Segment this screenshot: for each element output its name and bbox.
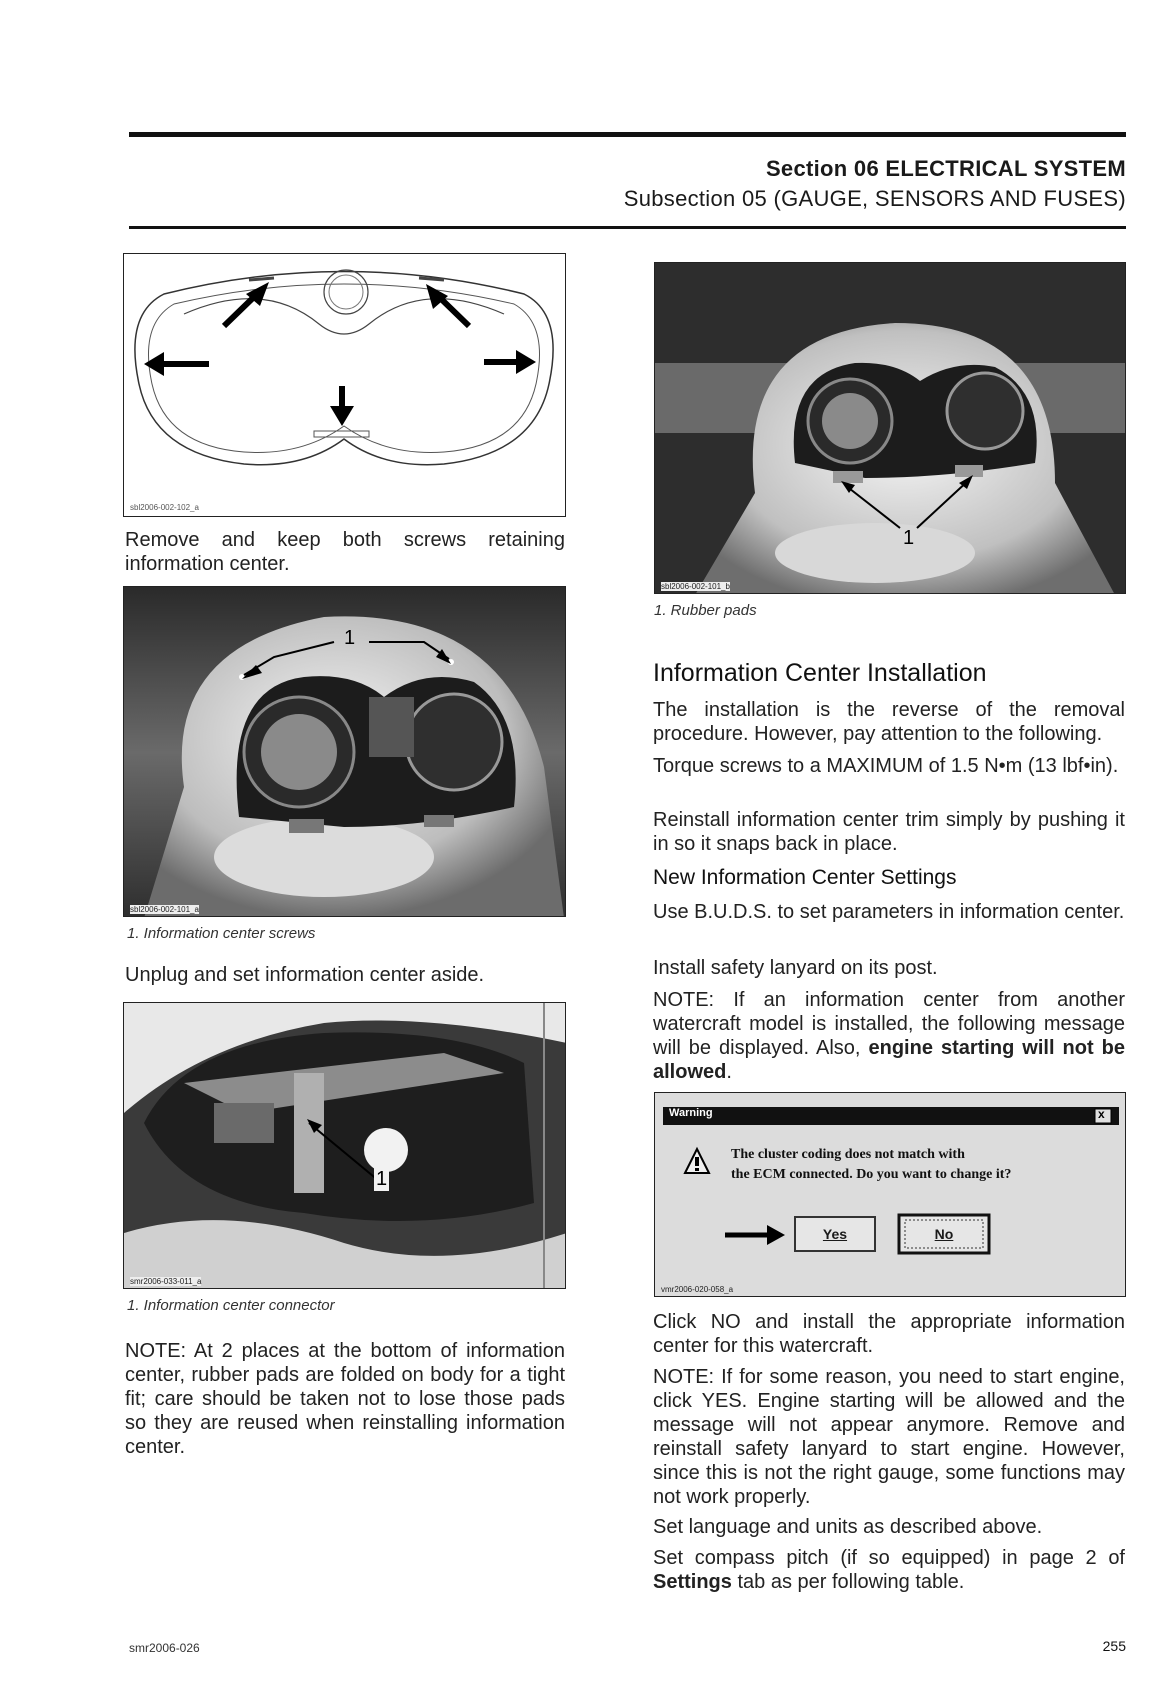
paragraph-lanyard: Install safety lanyard on its post. bbox=[653, 957, 938, 979]
figure-info-center-connector bbox=[123, 1002, 566, 1289]
note-emphasis: engine starting will not be allowed bbox=[653, 1037, 1125, 1083]
callout-number: 1 bbox=[376, 1168, 388, 1190]
subsection-title: Subsection 05 (GAUGE, SENSORS AND FUSES) bbox=[623, 186, 1126, 211]
gauge-outline-drawing bbox=[124, 254, 566, 517]
figure-caption: 1. Rubber pads bbox=[654, 602, 757, 619]
note-label: NOTE: bbox=[653, 989, 715, 1011]
no-button-label: No bbox=[934, 1226, 954, 1242]
figure-gauge-drawing bbox=[123, 253, 566, 517]
dialog-close-icon[interactable]: x bbox=[1098, 1107, 1105, 1121]
figure-info-center-screws bbox=[123, 586, 566, 917]
photo-rubber-pads bbox=[655, 263, 1126, 594]
header-top-rule bbox=[129, 132, 1126, 137]
figure-code: vmr2006-020-058_a bbox=[661, 1285, 734, 1294]
paragraph-torque: Torque screws to a MAXIMUM of 1.5 N•m (13 lbf•in). bbox=[653, 755, 1119, 777]
yes-button-label: Yes bbox=[822, 1226, 848, 1242]
note-text: At 2 places at the bottom of information center, rubber pads are folded on body for a tight fit; care should be taken not to lose those pads so they are reused when reinstalling information center. bbox=[125, 1340, 565, 1458]
note-label: NOTE: bbox=[125, 1340, 187, 1362]
callout-number: 1 bbox=[344, 627, 356, 649]
dialog-message-line-1: The cluster coding does not match with bbox=[731, 1147, 965, 1162]
note-other-model: NOTE: If an information center from another watercraft model is installed, the following message will be displayed. Also, engine starting will not be allowed. bbox=[653, 989, 1125, 1083]
figure-rubber-pads bbox=[654, 262, 1126, 594]
dialog-background bbox=[655, 1093, 1126, 1297]
note-text: If an information center from another watercraft model is installed, the following message will be displayed. Also, bbox=[653, 989, 1125, 1059]
heading-installation: Information Center Installation bbox=[653, 659, 987, 687]
figure-caption: 1. Information center connector bbox=[127, 1297, 335, 1314]
dialog-title: Warning bbox=[669, 1107, 713, 1119]
paragraph-unplug: Unplug and set information center aside. bbox=[125, 964, 485, 986]
photo-info-center-connector bbox=[124, 1003, 566, 1289]
figure-code: sbl2006-002-101_b bbox=[661, 582, 730, 591]
settings-tab-reference: Settings bbox=[653, 1571, 732, 1593]
note-text: If for some reason, you need to start engine, click YES. Engine starting will be allowed and the message will not appear anymore. Remove and reinstall safety lanyard to start engine. However, since this is not the right gauge, some functions may not work properly. bbox=[653, 1366, 1125, 1508]
paragraph-click-no: Click NO and install the appropriate information center for this watercraft. bbox=[653, 1311, 1125, 1357]
figure-caption: 1. Information center screws bbox=[127, 925, 316, 942]
note-label: NOTE: bbox=[653, 1366, 715, 1388]
page-number: 255 bbox=[1102, 1638, 1126, 1654]
paragraph-remove-screws: Remove and keep both screws retaining information center. bbox=[125, 529, 565, 575]
heading-new-settings: New Information Center Settings bbox=[653, 866, 957, 889]
paragraph-compass-pitch: Set compass pitch (if so equipped) in page 2 of Settings tab as per following table. bbox=[653, 1547, 1125, 1593]
no-button[interactable] bbox=[899, 1215, 989, 1253]
paragraph-buds: Use B.U.D.S. to set parameters in information center. bbox=[653, 901, 1125, 923]
dialog-message-line-2: the ECM connected. Do you want to change it? bbox=[731, 1167, 1012, 1182]
header-bottom-rule bbox=[129, 226, 1126, 229]
paragraph-language-units: Set language and units as described above. bbox=[653, 1516, 1043, 1538]
callout-number: 1 bbox=[903, 527, 915, 549]
figure-code: smr2006-033-011_a bbox=[130, 1277, 202, 1286]
paragraph-install-reverse: The installation is the reverse of the removal procedure. However, pay attention to the following. bbox=[653, 699, 1125, 745]
footer-code: smr2006-026 bbox=[129, 1641, 200, 1655]
paragraph-reinstall-trim: Reinstall information center trim simply by pushing it in so it snaps back in place. bbox=[653, 809, 1125, 855]
figure-code: sbl2006-002-101_a bbox=[130, 905, 199, 914]
figure-warning-dialog bbox=[654, 1092, 1126, 1297]
figure-code: sbl2006-002-102_a bbox=[130, 503, 199, 512]
yes-button[interactable] bbox=[795, 1217, 875, 1251]
section-title: Section 06 ELECTRICAL SYSTEM bbox=[765, 156, 1126, 181]
warning-icon bbox=[683, 1147, 711, 1175]
note-click-yes bbox=[653, 1365, 1125, 1509]
note-rubber-pads bbox=[125, 1339, 565, 1459]
